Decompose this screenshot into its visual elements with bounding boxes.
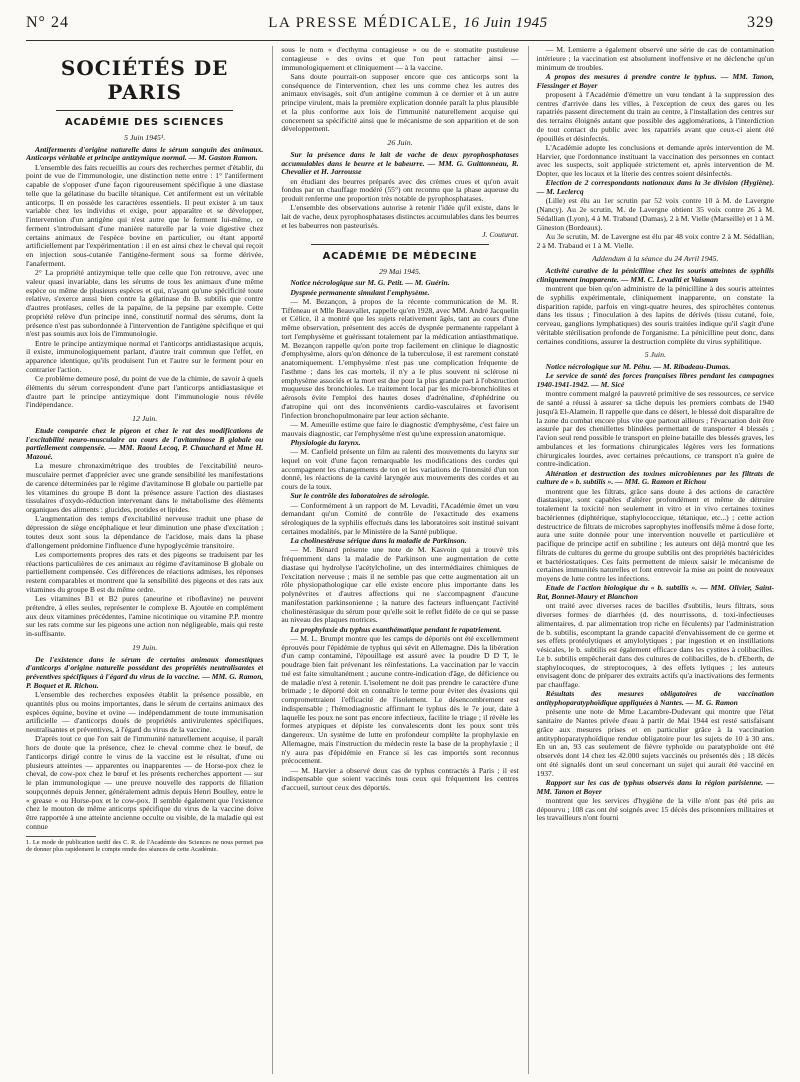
article-paragraph: en étudiant des beurres préparés avec des crèmes crues et qu'on avait fondus par un chauffage modéré (55°) ont reconnu que la phase aqueuse du produit renferme une proportion très notable de pyrophosphatases. <box>281 176 519 203</box>
column-3-articles <box>537 73 774 823</box>
article-paragraph: L'ensemble des recherches exposées établit la présence possible, en quantités plus ou moins importantes, dans le sérum de certains animaux des espèces équine, bovine et ovine — indépendamment de toute immunisation artificielle — d'anticorps doués de propriétés antivirulentes spécifiques, neutralisantes et préventives, à l'égard du virus de la vaccine. <box>26 690 264 734</box>
article-paragraph: L'augmentation des temps d'excitabilité nerveuse traduit une phase de dépression de siège encéphalique et leur diminution une phase d'excitation ; toutes deux sont sous la dépendance de l'acidose, mais dans la phase d'allongement prédomine l'influence d'une hypoglycémie transitoire. <box>26 514 264 550</box>
journal-title: LA PRESSE MÉDICALE, <box>268 15 459 31</box>
article-title: Dyspnée permanente simulant l'emphysème. <box>290 287 430 297</box>
article-paragraph: — M. Bénard présente une note de M. Kasvoin qui a trouvé très fréquemment dans la maladie de Parkinson une augmentation de cette diastase qui hydrolyse l'acétylcholine, un des intermédiaires chimiques de l'excitation nerveuse ; mais il ne semble pas que cette augmentation ait un rôle physiopathologique car elle existe encore plus importante dans les polynévrites et d'autres affections qui ne s'accompagnent d'aucune manifestation parkinsonienne ; la nature des facteurs influençant l'activité cholinestérasique du sérum pour qu'elle soit le reflet fidèle de ce qui se passe au niveau des plaques motrices. <box>281 545 519 625</box>
article-paragraph: — M. Canfield présente un film au ralenti des mouvements du larynx sur lequel on voit d'une façon remarquable les modifications des cordes qui accompagnent les changements de ton et les variations de l'intensité d'un ton donné, les réactions de la cavité laryngée aux mouvements des cordes et au cours de la toux. <box>281 447 519 491</box>
session-date: 29 Mai 1945. <box>379 266 421 276</box>
article-title: Antiferments d'origine naturelle dans le sérum sanguin des animaux. Anticorps véritable et principe antizymique normal. — M. Gaston Ramon. <box>26 144 264 163</box>
session-date: 5 Juin 1945¹. <box>124 132 166 142</box>
journal-date: 16 Juin 1945 <box>463 15 548 31</box>
article-paragraph: L'Académie adopte les conclusions et demande après intervention de M. Harvier, que l'ordonnance instituant la vaccination des personnes en contact avec les suspects, soit appliquée strictement et, après intervention de M. Dopter, que les locaux et la literie des centres soient désinfectés. <box>536 142 774 178</box>
article-title: A propos des mesures à prendre contre le typhus. — MM. Tanon, Fiessinger et Boyer <box>536 71 774 90</box>
journal-masthead <box>69 15 747 32</box>
article-paragraph: présente une note de Mme Lacambre-Dudevant qui montre que l'état sanitaire de Nantes privée d'eau à partir de Mai 1944 est resté satisfaisant grâce aux mesures prises et en particulier grâce à la vaccination antityphoparatyphoïdique rendue obligatoire pour les sujets de 10 à 30 ans. En un an, 93 cas seulement de fièvre typhoïde ou paratyphoïde ont été observés dont 14 chez les 42.000 sujets vaccinés ou présentés dès ; 18 décès ont été signalés dont un seul concernant un sujet qui aurait été vacciné en 1937. <box>536 707 774 778</box>
section-rule <box>311 244 488 245</box>
article-paragraph: ont traité avec diverses races de bacilles d'subtilis, leurs filtrats, sous diverses formes de diarrhées (d. des nourrissons, d. toxi-infectieuses alimentaires, d. par alimentation trop riche en féculents) par l'administration de b. subtilis, escomptant la grande capacité d'envahissement de ce germe et ses effets protéolytiques et amylolytiques ; par ingestion et en instillations vésicales, le b. subtilis est également efficace dans les cystites à colibacilles. Le b. subtilis empêcherait dans des cultures de colibacilles, de b. d'Eberth, de staphylocoques, de streptocoques, à des effets lytiques ; les auteurs envisagent donc de préparer des extraits actifs qu'a inactivations des ferments par chauffage. <box>536 601 774 689</box>
article-title: Sur la présence dans le lait de vache de deux pyrophosphatases accumulables dans le beurre et le babeurre. — MM. G. Guittonneau, R. Chevalier et H. Jarrousse <box>281 149 519 177</box>
article-title: Physiologie du larynx. <box>290 437 361 447</box>
article-title: La prophylaxie du typhus exanthématique pendant le rapatriement. <box>290 624 502 634</box>
heading-rule <box>56 110 233 111</box>
article-paragraph: montrent que les services d'hygiène de la ville n'ont pas été pris au dépourvu ; 108 cas ont été soignés avec 15 décès des prisonniers militaires et les travailleurs n'ont fourni <box>536 795 774 823</box>
academy-medecine-articles <box>281 279 518 793</box>
article-paragraph: (Lille) est élu au 1er scrutin par 52 voix contre 10 à M. de Lavergne (Nancy). Au 2e scrutin, M. de Lavergne obtient 35 voix contre 26 à M. Sédallian (Lyon), 4 à M. Trabaud (Damas), 2 à M. Vielle (Marseille) et 1 à M. Gineston (Bordeaux). <box>536 196 774 232</box>
article-title: Rapport sur les cas de typhus observés dans la région parisienne. — MM. Tanon et Boyer <box>536 777 774 796</box>
article-paragraph: Les vitamines B1 et B2 pures (aneurine et riboflavine) ne peuvent prétendre, à elles seules, représenter le complexe B. Ajoutée en complément aux deux vitamines précédentes, l'amine nicotinique ou vitamine P.P. montre sur les rats comme sur les pigeons une action non négligeable, mais qui reste in-suffisante. <box>26 594 264 638</box>
article-paragraph: La mesure chronaximétrique des troubles de l'excitabilité neuro-musculaire permet d'apprécier avec une grande sensibilité les manifestations de carence déterminées par le régime d'avitaminose B globale ou partielle par les vitamines du groupe B dont la présence assure l'action des diastases tissulaires d'oxydo-réduction intervenant dans le métabolisme des éléments organiques des aliments : glucides, protides et lipides. <box>26 461 264 514</box>
article-paragraph: — M. Bezançon, à propos de la récente communication de M. R. Tiffeneau et Mlle Beauvallet, rappelle qu'en 1928, avec MM. André Jacquelin et Célice, il a montré que les sujets relativement âgés, tant au cours d'une même observation, présentent des accès de dyspnée permanente rappelant à tort l'emphysème et guérissant totalement par la médication antiasthmatique. M. Bezançon rappelle qu'on porte trop facilement en clinique le diagnostic d'emphysème, alors qu'on dénonce de la tuberculose, il est rarement constaté anatomiquement. L'emphysème n'est pas une complication fréquente de l'asthme ; dans les cas mortels, il n'y a le plus souvent ni sclérose ni emphysème associés et la mort est due pour la plus grande part à l'obstruction muqueuse des bronchioles. Le traitement local par les micro-bronchiolites et aérosols évite l'emploi des hautes doses d'adrénaline, d'éphédrine ou d'atropine qui ont des inconvénients cardio-vasculaires et favorisent l'infection bronchopulmonaire par leur action séchante. <box>281 296 519 420</box>
article-paragraph: montrent que bien qu'on administre de la pénicilline à des souris atteintes de syphilis expérimentale, cliniquement inapparente, on constate la disparition rapide, parfois en vingt-quatre heures, des spirochètes contenus dans les tissus ; l'inoculation à des lapins de dérivés (tissu cutané, foie, cerveau, ganglions lymphatiques) des souris traitées indique qu'il s'agit d'une véritable stérilisation profonde de l'organisme. La pénicilline peut donc, dans certaines conditions, assurer la destruction complète du virus syphilitique. <box>536 284 774 346</box>
article-paragraph: D'après tout ce que l'on sait de l'immunité naturellement acquise, il paraît hors de doute que la présence, chez le cheval comme chez le bœuf, de l'anticorps dirigé contre le virus de la vaccine est le résultat, d'une ou plusieurs atteintes — apparentes ou inapparentes — de Horse-pox chez le cheval, de cow-pox chez le bœuf et les présents recherches apportent — sur le plan immunologique — une preuve nouvelle des rapports de filiation soupçonnés depuis Jenner, généralement admis depuis Henri Boulley, entre le « grease » ou Horse-pox et le cow-pox. Il semble également que l'existence chez le mouton de même anticorps spécifique du virus de la vaccine doive être rapportée à une atteinte ancienne occulte ou visible, de la maladie qui est connue <box>26 734 264 831</box>
column-1 <box>26 46 263 1074</box>
article-paragraph: Entre le principe antizymique normal et l'anticorps antidiastasique acquis, il existe, immunologiquement parlant, d'autre trait commun que l'effet, en apparence identique, qu'ils produisent l'un et l'autre sur le ferment pour en contrarier l'action. <box>26 338 264 374</box>
article-title: Etude comparée chez le pigeon et chez le rat des modifications de l'excitabilité neuro-musculaire au cours de l'avitaminose B globale ou partiellement compensée. — MM. Raoul Lecoq, P. Chauchard et Mme H. Mazoué. <box>26 425 264 461</box>
footnote: 1. Le mode de publication tardif des C. R. de l'Académie des Sciences ne nous permet pas de donner plus rapidement le compte rendu des séances de cette Académie. <box>26 838 264 853</box>
session-date: 5 Juin. <box>644 350 666 360</box>
continuation-paragraph: sous le nom « d'ecthyma contagieuse » ou de « stomatite pustuleuse contagieuse » des ovins et que l'on peut rattacher ainsi — immunologiquement et cliniquement — à la vaccine. <box>281 46 519 72</box>
session-date: Addendum à la séance du 24 Avril 1945. <box>592 254 719 264</box>
article-paragraph: — Conformément à un rapport de M. Levaditi, l'Académie émet un vœu demandant qu'un Comité de contrôle de l'exactitude des examens sérologiques de la syphilis effectués dans les laboratoires soit institué suivant certaines modalités, par le Ministère de la Santé publique. <box>281 500 519 536</box>
article-paragraph: — M. Harvier a observé deux cas de typhus contractés à Paris ; il est indispensable que soient vaccinés tous ceux qui fréquentent les centres d'accueil, surtout ceux des déportés. <box>281 765 519 792</box>
column-3 <box>528 46 774 1074</box>
article-title: Etude de l'action biologique du « b. subtilis ». — MM. Olivier, Saint-Rat, Bonnet-Maury et Blanchon <box>536 583 774 601</box>
article-title: Sur le contrôle des laboratoires de sérologie. <box>290 491 430 501</box>
article-paragraph: — M. Ameuille estime que faire le diagnostic d'emphysème, c'est faire un mauvais diagnostic, car l'emphysème n'est qu'une expression anatomique. <box>281 419 519 438</box>
columns <box>26 46 774 1074</box>
session-date: 12 Juin. <box>132 414 158 423</box>
article-paragraph: — M. L. Brumpt montre que les camps de déportés ont été excellemment éprouvés pour l'épidémie de typhus qui sévit en Allemagne. Dès la libération d'un camp contaminé, l'épouillage est assuré avec la poudre D D T, le poudrage bien fait prévenant les réinfestations. La vaccination par le vaccin tué est faite simultanément ; aucune contre-indication d'âge, de déficience ou de maladie n'est à retenir. L'isolement ne doit pas prendre le caractère d'une brimade ; le déporté doit en connaître le terme pour éviter des évasions qui compromettraient l'efficacité de l'isolement. Le désencombrement est indispensable ; l'hémodiagnostic affirmant le typhus dès le 7e jour, date à laquelle les poux ne sont pas encore infectieux, facilite le triage ; il révèle les formes atypiques et dépiste les convalescents dont les poux sont très dangereux. Un système de lutte en profondeur complète la prophylaxie en Allemagne, mais l'instruction du médecin reste la base de la prophylaxie ; il n'y aura pas d'épidémie en France si les cas importés sont reconnus précocement. <box>281 633 519 766</box>
article-title: Altération et destruction des toxines microbiennes par les filtrats de culture de « b. subtilis ». — MM. G. Ramon et Richou <box>536 468 774 487</box>
article-paragraph: montrent que les filtrats, grâce sans doute à des actions de caractère diastasique, sont capables d'altérer profondément et même de détruire totalement la toxicité non seulement in vitro et in vivo certaines toxines bactériennes (diphtérique, staphylococcique, tétanique, etc...) ; cette action destructrice de filtrats de microbes saprophytes inoffensifs même à dose forte, aura une suite donnée pour une intervention nouvelle et particulière et pacifique de principe actif en subtiline ; les auteurs ont déjà montré que les filtrats de cultures du germe du groupe subtilis ont des propriétés bactéricides et bactériostatiques. Ces faits permettent de mieux saisir le mécanisme de certaines immunités naturelles et font entrevoir la mise au point de nouveaux moyens de lutte contre les infections. <box>536 486 774 583</box>
section-heading: SOCIÉTÉS DE PARIS <box>60 56 229 104</box>
page-number-left: N° 24 <box>26 14 69 31</box>
session-date: 26 Juin. <box>387 138 413 147</box>
academy-medecine-title: ACADÉMIE DE MÉDECINE <box>322 250 478 262</box>
article-paragraph: L'ensemble des observations autorise à retenir l'idée qu'il existe, dans le lait de vache, deux pyrophosphatases distinctes accumulables dans les beurres et les babeurres non pasteurisés. <box>281 203 519 230</box>
article-paragraph: Ce problème demeure posé, du point de vue de la chimie, de savoir à quels éléments du sérum correspondent d'une part l'anticorps antidiastasique et d'autre part le principe antizymique dont l'immunologie nous révèle l'indépendance. <box>26 374 264 410</box>
academy-sciences-sessions <box>26 134 263 832</box>
article-title: La cholinestérase sérique dans la maladie de Parkinson. <box>290 536 467 545</box>
article-paragraph: Au 3e scrutin, M. de Lavergne est élu par 48 voix contre 2 à M. Sédallian, 2 à M. Trabaud et 1 à M. Vielle. <box>536 231 774 250</box>
article-paragraph: — M. Lemierre a également observé une série de cas de contamination intérieure ; la vaccination est absolument inoffensive et ne déclenche qu'un minimum de troubles. <box>536 46 774 72</box>
article-title: Activité curative de la pénicilline chez les souris atteintes de syphilis cliniquement inapparente. — MM. C. Levaditi et Vaisman <box>536 266 774 284</box>
academy-sciences-title: ACADÉMIE DES SCIENCES <box>64 117 225 128</box>
column-2 <box>272 46 518 1074</box>
article-title: De l'existence dans le sérum de certains animaux domestiques d'anticorps d'origine naturelle possédant des propriétés neutralisantes et préventives spécifiques à l'égard du virus de la vaccine. — MM. G. Ramon, P. Boquet et R. Richou. <box>26 654 264 690</box>
article-paragraph: Les comportements propres des rats et des pigeons se traduisent par les réactions particulières de ces animaux au régime d'avitaminose B globale ou partiellement compensée. Ces différences de réactions admises, les réponses restent comparables et montrent que la sensibilité des pigeons et des rats aux vitamines du groupe B est du même ordre. <box>26 549 264 594</box>
column-2-paragraphs <box>281 73 518 134</box>
article-paragraph: 2° La propriété antizymique telle que celle que l'on retrouve, avec une valeur quasi invariable, dans les sérums de tous les animaux d'une même espèce ou même de plusieurs espèces et qui, n'ayant qu'une spécificité toute relative, s'exerce aussi bien contre la gélatinase du B. subtilis que contre d'autres protéases, celles de la papaïne, de la pepsine par exemple. Cette propriété relève d'un principe inné, constitutif normal des sérums, dont la présence n'est pas subordonnée à l'intervention de l'antigène spécifique et qui n'est pas soumis aux lois de l'immunologie. <box>26 268 264 339</box>
article-paragraph: proposent à l'Académie d'émettre un vœu tendant à la suppression des centres d'arrivée dans les villes, à l'exception de ceux des gares ou les rapatriés passent directement du train au centre, à l'installation des centres sur des terrains éloignés autant que possible des agglomérations, à l'interdiction de tout contact du public avec les rapatriés avant que ceux-ci aient été épouillés et désinfectés. <box>536 89 774 143</box>
article-paragraph: Sans doute pourrait-on supposer encore que ces anticorps sont la conséquence de l'intervention, chez les uns comme chez les autres des animaux envisagés, soit d'un antigène commun à ce dernier et à un autre principe virulent, mais la première explication donnée paraît la plus plausible et la plus conforme aux lois de l'immunité naturellement acquise qui concernent sa spécificité ainsi que le mécanisme de son apparition et de son développement. <box>281 71 519 134</box>
article-title: Election de 2 correspondants nationaux dans la 3e division (Hygiène). — M. Leclercq <box>536 178 774 196</box>
page-header <box>26 14 774 41</box>
article-title: Notice nécrologique sur M. G. Petit. — M. Guérin. <box>290 278 450 288</box>
page-number-right: 329 <box>747 14 774 31</box>
article-title: Le service de santé des forces françaises libres pendant les campagnes 1940-1941-1942. — M. Sicé <box>536 371 774 389</box>
footnote-rule <box>26 836 96 837</box>
article-body <box>281 178 518 231</box>
article-paragraph: montre comment malgré la pauvreté primitive de ses ressources, ce service de santé a réussi à assurer sa tâche depuis les premiers combats de 1940 jusqu'à El-Alamein. Il rappelle que dans ce désert, le blessé doit disparaître de la zone du combat encore plus vite que partout ailleurs ; l'évacuation doit être assurée par des chenillettes blindées permettant de transporter 4 blessés ; l'avion seul rend possible le transport en pleine bataille des blessés graves, les ambulances et les formations chirurgicales légères vers les formations chirurgicales lourdes, avec certaines précautions, ce transport n'a guère de contre-indication. <box>536 389 774 469</box>
article-title: Résultats des mesures obligatoires de vaccination antityphoparatyphoïdique appliquées à Nantes. — M. G. Ramon <box>536 689 774 707</box>
article-paragraph: L'ensemble des faits recueillis au cours des recherches permet d'établir, du point de vue de l'immunologie, une distinction nette entre : 1° l'antiferment capable de s'opposer d'une façon rigoureusement spécifique à une diastase telle que la gélatinase du bacille tétanique. Cet antiferment est un véritable anticorps. Il en possède les caractères essentiels. Il peut exister à un taux variable chez les individus et exige, pour apparaître et se développer, l'intervention d'un antigène qui n'est autre que le ferment lui-même, ce ferment s'introduisant d'une manière naturelle par la voie digestive chez certains animaux de l'espèce bovine en particulier, ou étant apporté artificiellement par l'expérimentation : il en est ainsi chez le cheval qui reçoit en injection sous-cutanée l'antigène-ferment sous sa forme dérivée, l'anaferment. <box>26 162 264 268</box>
article-title: Notice nécrologique sur M. Péhu. — M. Ribadeau-Dumas. <box>545 362 731 371</box>
signature: J. Couturat. <box>482 230 519 239</box>
column-3-intro <box>537 46 774 72</box>
session-date: 19 Juin. <box>132 642 158 652</box>
